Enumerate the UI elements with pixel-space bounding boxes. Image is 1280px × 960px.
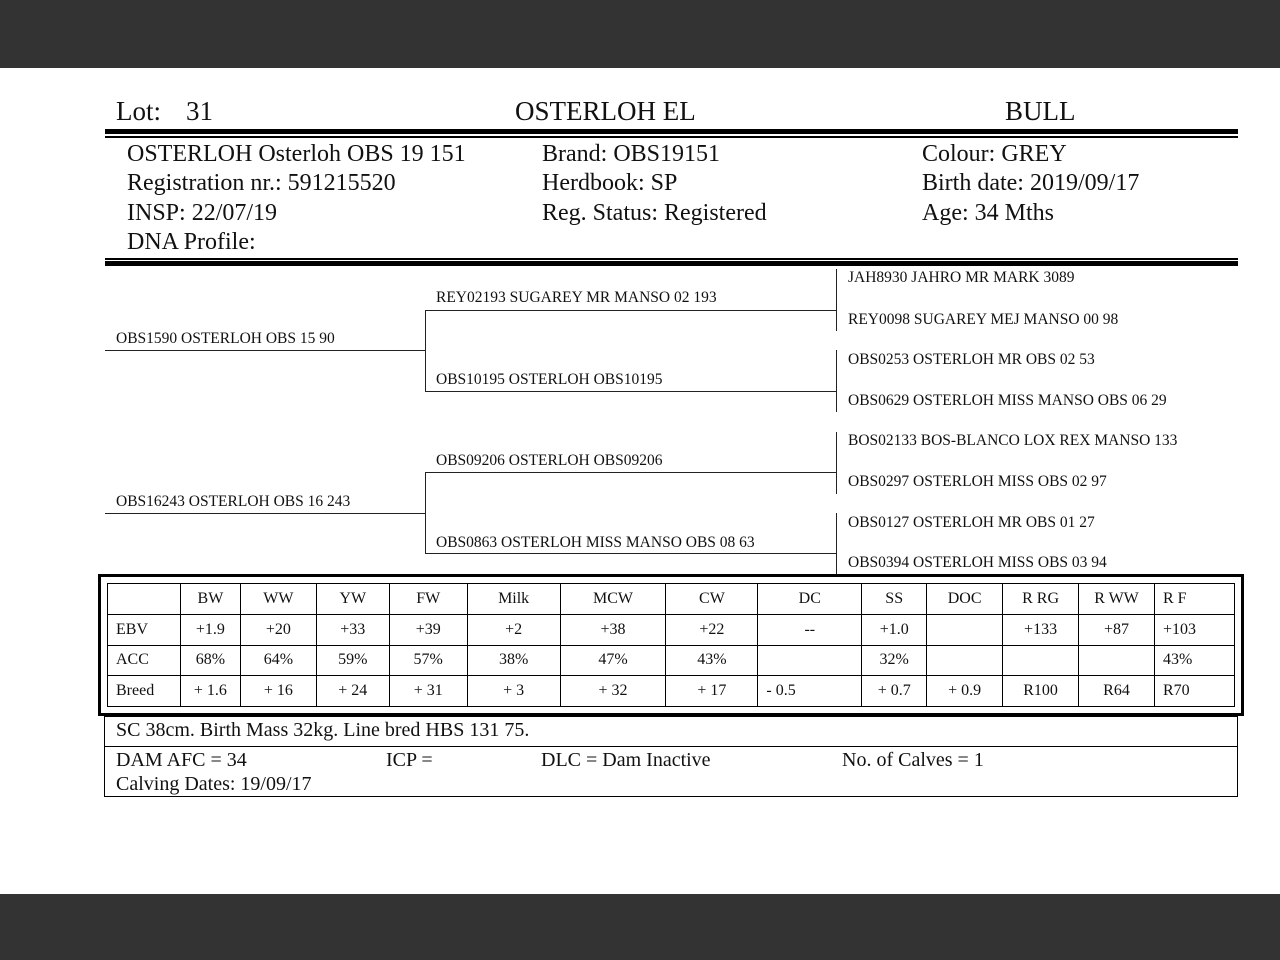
- pedigree-bracket-dam: [425, 472, 426, 554]
- pedigree-sds: OBS0253 OSTERLOH MR OBS 02 53: [848, 351, 1095, 368]
- ebv-header-cell: Milk: [467, 584, 560, 615]
- ebv-header-cell: BW: [180, 584, 240, 615]
- pedigree-sdd: OBS0629 OSTERLOH MISS MANSO OBS 06 29: [848, 392, 1167, 409]
- ebv-cell: + 0.9: [927, 676, 1003, 707]
- ebv-cell: 47%: [560, 645, 666, 676]
- pedigree-sss: JAH8930 JAHRO MR MARK 3089: [848, 269, 1075, 286]
- ebv-row-label: ACC: [108, 645, 181, 676]
- ebv-cell: +1.0: [862, 614, 927, 645]
- lot-number: 31: [186, 96, 213, 126]
- ebv-header-cell: SS: [862, 584, 927, 615]
- ebv-cell: 57%: [389, 645, 467, 676]
- ebv-header-cell: WW: [240, 584, 316, 615]
- ebv-cell: [927, 614, 1003, 645]
- notes-summary: SC 38cm. Birth Mass 32kg. Line bred HBS 131 75.: [116, 719, 530, 741]
- lot-label: Lot:: [116, 96, 161, 126]
- pedigree-line-dd: [425, 553, 836, 554]
- dna-profile: DNA Profile:: [127, 229, 256, 255]
- pedigree-line-dam: [105, 513, 425, 514]
- birth-date: Birth date: 2019/09/17: [922, 170, 1140, 196]
- pedigree-sire-dam: OBS10195 OSTERLOH OBS10195: [436, 371, 663, 388]
- pedigree-line-sd: [425, 391, 836, 392]
- ebv-header-cell: FW: [389, 584, 467, 615]
- pedigree-line-ss: [425, 310, 836, 311]
- ebv-cell: + 3: [467, 676, 560, 707]
- ebv-row-breed: [108, 676, 1235, 707]
- info-rule-thin: [105, 258, 1238, 260]
- ebv-header-cell: R WW: [1079, 584, 1155, 615]
- animal-name: OSTERLOH EL: [515, 96, 696, 126]
- ebv-cell: + 31: [389, 676, 467, 707]
- ebv-cell: +38: [560, 614, 666, 645]
- ebv-row-acc: [108, 645, 1235, 676]
- notes-box: [104, 716, 1238, 797]
- ebv-cell: + 1.6: [180, 676, 240, 707]
- ebv-cell: - 0.5: [758, 676, 862, 707]
- pedigree-dss: BOS02133 BOS-BLANCO LOX REX MANSO 133: [848, 432, 1178, 449]
- dlc: DLC = Dam Inactive: [541, 749, 711, 771]
- ebv-cell: + 24: [316, 676, 389, 707]
- pedigree-dam: OBS16243 OSTERLOH OBS 16 243: [116, 493, 351, 510]
- ebv-cell: +87: [1079, 614, 1155, 645]
- ebv-cell: 32%: [862, 645, 927, 676]
- registration-number: Registration nr.: 591215520: [127, 170, 396, 196]
- number-of-calves: No. of Calves = 1: [842, 749, 984, 771]
- ebv-header-cell: CW: [666, 584, 758, 615]
- ebv-cell: [758, 645, 862, 676]
- ebv-header-cell: DC: [758, 584, 862, 615]
- ebv-cell: R100: [1003, 676, 1079, 707]
- ebv-cell: 59%: [316, 645, 389, 676]
- ebv-cell: --: [758, 614, 862, 645]
- ebv-cell: +33: [316, 614, 389, 645]
- pedigree-dam-sire: OBS09206 OSTERLOH OBS09206: [436, 452, 663, 469]
- colour: Colour: GREY: [922, 141, 1067, 167]
- ebv-table: [107, 583, 1235, 707]
- pedigree-ssd: REY0098 SUGAREY MEJ MANSO 00 98: [848, 311, 1119, 328]
- ebv-cell: 43%: [666, 645, 758, 676]
- pedigree-bracket-dd: [836, 513, 837, 575]
- ebv-header-cell: [108, 584, 181, 615]
- herdbook: Herdbook: SP: [542, 170, 678, 196]
- full-name: OSTERLOH Osterloh OBS 19 151: [127, 141, 466, 167]
- ebv-cell: 43%: [1154, 645, 1234, 676]
- bottom-frame-bar: [0, 894, 1280, 960]
- ebv-cell: +133: [1003, 614, 1079, 645]
- ebv-cell: + 17: [666, 676, 758, 707]
- inspection-date: INSP: 22/07/19: [127, 200, 278, 226]
- pedigree-line-ds: [425, 472, 836, 473]
- ebv-header-cell: MCW: [560, 584, 666, 615]
- registration-status: Reg. Status: Registered: [542, 200, 767, 226]
- ebv-header-cell: DOC: [927, 584, 1003, 615]
- ebv-cell: + 16: [240, 676, 316, 707]
- ebv-header-cell: R RG: [1003, 584, 1079, 615]
- pedigree-dds: OBS0127 OSTERLOH MR OBS 01 27: [848, 514, 1095, 531]
- ebv-cell: R70: [1154, 676, 1234, 707]
- ebv-cell: +39: [389, 614, 467, 645]
- ebv-header-cell: R F: [1154, 584, 1234, 615]
- ebv-row-ebv: [108, 614, 1235, 645]
- pedigree-bracket-sire: [425, 310, 426, 392]
- ebv-cell: +2: [467, 614, 560, 645]
- ebv-cell: + 0.7: [862, 676, 927, 707]
- pedigree-dsd: OBS0297 OSTERLOH MISS OBS 02 97: [848, 473, 1107, 490]
- pedigree-bracket-ds: [836, 432, 837, 494]
- ebv-cell: 64%: [240, 645, 316, 676]
- ebv-row-label: EBV: [108, 614, 181, 645]
- ebv-cell: 68%: [180, 645, 240, 676]
- title-rule-thin: [105, 136, 1238, 138]
- pedigree-bracket-sd: [836, 350, 837, 412]
- ebv-header-cell: YW: [316, 584, 389, 615]
- ebv-cell: [927, 645, 1003, 676]
- ebv-row-label: Breed: [108, 676, 181, 707]
- ebv-cell: +1.9: [180, 614, 240, 645]
- pedigree-dam-dam: OBS0863 OSTERLOH MISS MANSO OBS 08 63: [436, 534, 755, 551]
- pedigree-sire: OBS1590 OSTERLOH OBS 15 90: [116, 330, 335, 347]
- sex-label: BULL: [1005, 96, 1076, 126]
- notes-divider: [105, 746, 1237, 747]
- ebv-cell: R64: [1079, 676, 1155, 707]
- pedigree-sire-sire: REY02193 SUGAREY MR MANSO 02 193: [436, 289, 717, 306]
- ebv-cell: [1079, 645, 1155, 676]
- calving-dates: Calving Dates: 19/09/17: [116, 773, 312, 795]
- pedigree-line-sire: [105, 350, 425, 351]
- ebv-cell: +20: [240, 614, 316, 645]
- ebv-cell: [1003, 645, 1079, 676]
- ebv-cell: +22: [666, 614, 758, 645]
- age: Age: 34 Mths: [922, 200, 1054, 226]
- animal-card: [0, 68, 1280, 894]
- ebv-header-row: [108, 584, 1235, 615]
- title-rule-thick: [105, 129, 1238, 134]
- ebv-cell: + 32: [560, 676, 666, 707]
- brand: Brand: OBS19151: [542, 141, 721, 167]
- pedigree-bracket-ss: [836, 269, 837, 331]
- info-rule-thick: [105, 261, 1238, 266]
- ebv-cell: 38%: [467, 645, 560, 676]
- pedigree-ddd: OBS0394 OSTERLOH MISS OBS 03 94: [848, 554, 1107, 571]
- icp: ICP =: [386, 749, 433, 771]
- dam-afc: DAM AFC = 34: [116, 749, 247, 771]
- ebv-cell: +103: [1154, 614, 1234, 645]
- top-frame-bar: [0, 0, 1280, 68]
